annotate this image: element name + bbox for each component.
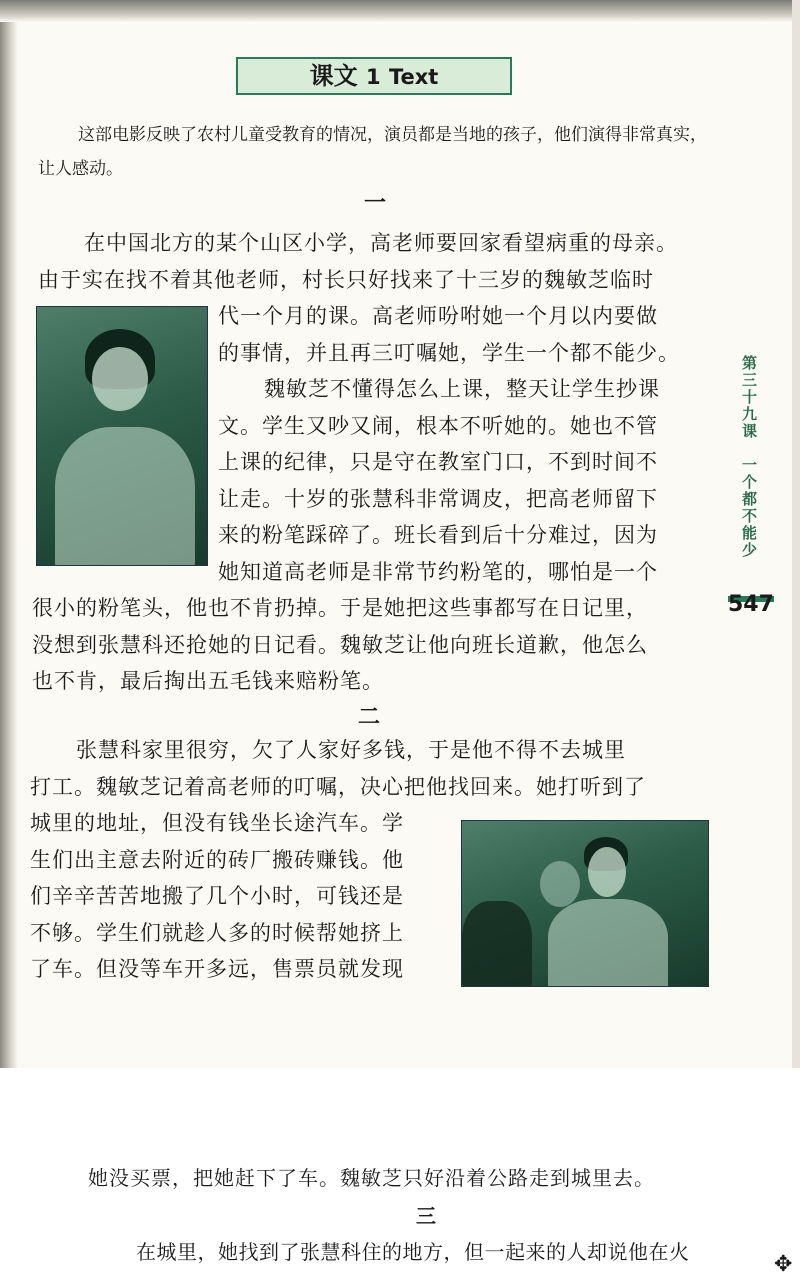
text-line: 文。学生又吵又闹，根本不听她的。她也不管	[218, 413, 658, 438]
text-line: 张慧科家里很穷，欠了人家好多钱，于是他不得不去城里	[76, 738, 626, 762]
text-line: 让走。十岁的张慧科非常调皮，把高老师留下	[218, 486, 658, 511]
page-top-shadow	[0, 0, 800, 22]
page-number: 547	[728, 592, 774, 617]
photo-face	[92, 347, 148, 411]
text-line: 们辛辛苦苦地搬了几个小时，可钱还是	[30, 884, 404, 908]
text-line: 生们出主意去附近的砖厂搬砖赚钱。他	[30, 847, 404, 872]
section-marker-3: 三	[416, 1204, 436, 1228]
text-line: 很小的粉笔头，他也不肯扔掉。于是她把这些事都写在日记里，	[32, 596, 648, 620]
text-line: 的事情，并且再三叮嘱她，学生一个都不能少。	[218, 340, 680, 365]
section1-bottom	[32, 590, 732, 700]
chapter-side-tab	[728, 340, 774, 620]
intro-paragraph	[38, 118, 718, 186]
section1-top	[38, 225, 728, 298]
photo-face	[540, 861, 580, 907]
move-cursor-icon[interactable]: ✥	[774, 1252, 793, 1277]
section1-wrapped	[218, 298, 728, 590]
text-line: 也不肯，最后掏出五毛钱来赔粉笔。	[32, 669, 384, 693]
book-page-next	[0, 1068, 800, 1280]
section-marker-1: 一	[364, 190, 387, 216]
photo-face	[588, 847, 626, 897]
title-chinese: 课文	[309, 61, 358, 90]
title-english: Text	[388, 65, 439, 89]
lesson-title	[236, 57, 512, 95]
photo-girl-teacher	[36, 306, 208, 566]
title-number: 1	[366, 65, 381, 89]
text-line: 了车。但没等车开多远，售票员就发现	[30, 957, 404, 981]
section2-wrapped	[30, 805, 450, 988]
text-line: 由于实在找不着其他老师，村长只好找来了十三岁的魏敏芝临时	[38, 267, 654, 292]
text-line: 在中国北方的某个山区小学，高老师要回家看望病重的母亲。	[84, 231, 678, 255]
text-line: 没想到张慧科还抢她的日记看。魏敏芝让他向班长道歉，他怎么	[32, 632, 648, 657]
text-line: 上课的纪律，只是守在教室门口，不到时间不	[218, 450, 658, 474]
section2-top	[30, 732, 730, 805]
photo-figure	[55, 427, 195, 566]
page-spine-shadow	[0, 0, 18, 1068]
page2-line2: 在城里，她找到了张慧科住的地方，但一起来的人却说他在火	[136, 1240, 690, 1264]
intro-text: 这部电影反映了农村儿童受教育的情况，演员都是当地的孩子，他们演得非常真实，让人感动。	[38, 125, 707, 179]
photo-figure	[548, 899, 668, 987]
text-line: 代一个月的课。高老师吩咐她一个月以内要做	[218, 304, 658, 328]
text-line: 她知道高老师是非常节约粉笔的，哪怕是一个	[218, 559, 658, 584]
text-line: 打工。魏敏芝记着高老师的叮嘱，决心把他找回来。她打听到了	[30, 774, 646, 799]
lesson-side-label: 第三十九课 一个都不能少	[740, 355, 758, 559]
text-line: 来的粉笔踩碎了。班长看到后十分难过，因为	[218, 523, 658, 547]
page-right-edge	[792, 0, 800, 1068]
text-line: 不够。学生们就趁人多的时候帮她挤上	[30, 920, 404, 945]
photo-figure	[462, 901, 532, 987]
text-line: 魏敏芝不懂得怎么上课，整天让学生抄课	[264, 377, 660, 401]
section-marker-2: 二	[358, 704, 381, 730]
page2-line1: 她没买票，把她赶下了车。魏敏芝只好沿着公路走到城里去。	[88, 1166, 655, 1190]
text-line: 城里的地址，但没有钱坐长途汽车。学	[30, 811, 404, 835]
photo-classroom-students	[461, 820, 709, 987]
